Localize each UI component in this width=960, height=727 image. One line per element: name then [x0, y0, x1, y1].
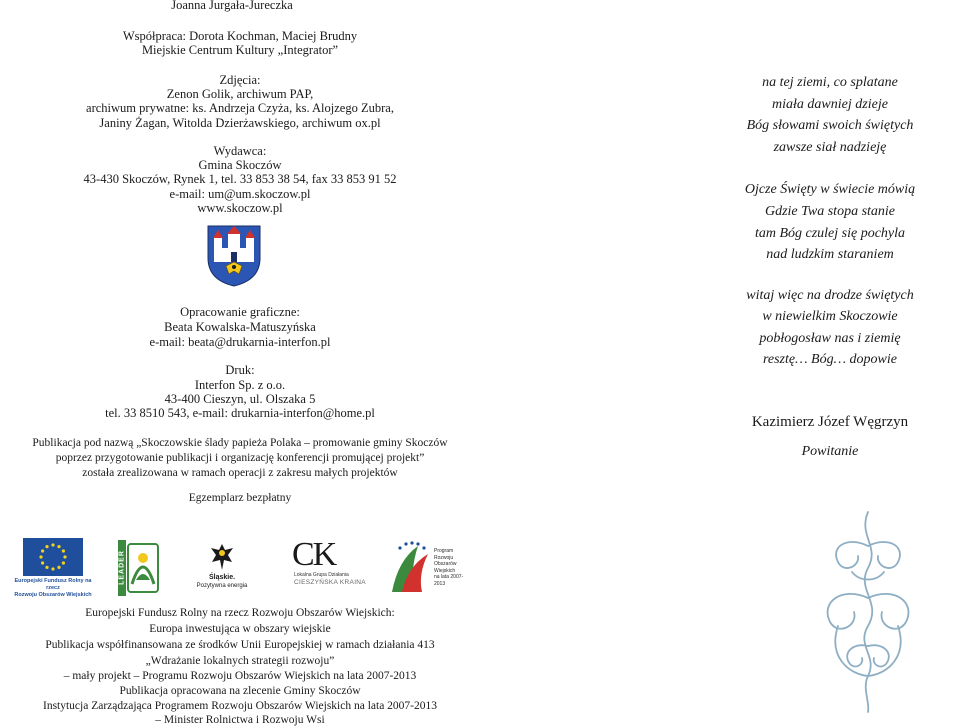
cooperation-line: Współpraca: Dorota Kochman, Maciej Brudny	[122, 29, 358, 43]
prow-logo	[388, 540, 472, 596]
leader-text: LEADER	[118, 550, 126, 585]
prow-line-4: Wiejskich	[434, 567, 456, 574]
poem-s3-line-2: w niewielkim Skoczowie	[762, 309, 898, 324]
footer-line-7: Instytucja Zarządzająca Programem Rozwoju Obszarów Wiejskich na lata 2007-2013	[42, 700, 438, 712]
sponsor-logos	[0, 538, 480, 598]
graphics-name: Beata Kowalska-Matuszyńska	[164, 320, 316, 334]
publication-line-1: Publikacja pod nazwą „Skoczowskie ślady papieża Polaka – promowanie gminy Skoczów	[32, 437, 448, 449]
photos-line-3: Janiny Żagan, Witolda Dzierżawskiego, archiwum ox.pl	[99, 116, 381, 130]
poem-s3-line-3: pobłogosław nas i ziemię	[759, 331, 901, 346]
prow-line-2: Rozwoju	[434, 554, 454, 561]
poem-s2-line-3: tam Bóg czulej się pochyla	[754, 226, 906, 241]
ck-line-1: Lokalna Grupa Działania	[294, 572, 349, 578]
publication-line-2: poprzez przygotowanie publikacji i organizację konferencji promującej projekt”	[55, 452, 425, 464]
footer-line-5: – mały projekt – Programu Rozwoju Obszarów Wiejskich na lata 2007-2013	[63, 670, 417, 682]
poem-s1-line-3: Bóg słowami swoich świętych	[746, 118, 914, 133]
prow-emblem-icon	[388, 540, 434, 594]
ck-lgd-logo	[292, 536, 372, 596]
footer-line-1: Europejski Fundusz Rolny na rzecz Rozwoju Obszarów Wiejskich:	[85, 607, 395, 619]
publisher-email: e-mail: um@um.skoczow.pl	[169, 187, 311, 201]
poem-s3-line-4: resztę… Bóg… dopowie	[762, 352, 898, 367]
publisher-address: 43-430 Skoczów, Rynek 1, tel. 33 853 38 54, fax 33 853 91 52	[83, 172, 397, 186]
poem-s2-line-4: nad ludzkim staraniem	[766, 247, 894, 262]
prow-line-1: Program	[434, 548, 454, 554]
publisher-heading: Wydawca:	[213, 144, 267, 158]
poem-s1-line-4: zawsze siał nadzieję	[773, 140, 887, 155]
calligraphic-ornament-icon	[808, 506, 928, 716]
skoczow-crest-icon	[206, 224, 262, 288]
center-line: Miejskie Centrum Kultury „Integrator”	[141, 43, 339, 57]
print-contact: tel. 33 8510 543, e-mail: drukarnia-interfon@home.pl	[105, 406, 375, 420]
poem-s1-line-1: na tej ziemi, co splatane	[762, 75, 898, 90]
poem-title: Powitanie	[801, 444, 859, 459]
print-name: Interfon Sp. z o.o.	[194, 378, 286, 392]
photos-heading: Zdjęcia:	[219, 73, 261, 87]
eu-caption-1: Europejski Fundusz Rolny na rzecz	[14, 578, 92, 591]
eu-caption-2: Rozwoju Obszarów Wiejskich	[14, 592, 92, 598]
footer-line-3: Publikacja współfinansowana ze środków Unii Europejskiej w ramach działania 413	[45, 639, 435, 651]
publisher-www: www.skoczow.pl	[197, 201, 283, 215]
slaskie-eagle-icon	[209, 542, 235, 572]
free-copy-note: Egzemplarz bezpłatny	[188, 492, 292, 504]
eu-logo	[12, 538, 94, 598]
prow-line-3: Obszarów	[434, 561, 457, 567]
ck-line-2: CIESZYŃSKA KRAINA	[294, 579, 366, 586]
poem-s1-line-2: miała dawniej dzieje	[772, 97, 888, 112]
ck-letters: CK	[292, 536, 336, 573]
footer-line-8: – Minister Rolnictwa i Rozwoju Wsi	[155, 714, 325, 726]
print-address: 43-400 Cieszyn, ul. Olszaka 5	[164, 392, 316, 406]
author-name: Joanna Jurgała-Jureczka	[171, 0, 293, 12]
prow-line-5: na lata 2007-2013	[434, 574, 464, 587]
leader-logo	[118, 540, 160, 596]
photos-line-1: Zenon Golik, archiwum PAP,	[166, 87, 314, 101]
photos-line-2: archiwum prywatne: ks. Andrzeja Czyża, ks. Alojzego Zubra,	[86, 101, 394, 115]
graphics-heading: Opracowanie graficzne:	[180, 305, 300, 319]
publication-line-3: została zrealizowana w ramach operacji z zakresu małych projektów	[82, 467, 398, 479]
slaskie-slogan: Pozytywna energia	[196, 583, 248, 589]
footer-line-6: Publikacja opracowana na zlecenie Gminy Skoczów	[119, 685, 361, 697]
graphics-email: e-mail: beata@drukarnia-interfon.pl	[149, 335, 331, 349]
poem-s3-line-1: witaj więc na drodze świętych	[746, 288, 914, 303]
publisher-name: Gmina Skoczów	[198, 158, 282, 172]
eu-flag-icon	[23, 538, 83, 576]
footer-line-4: „Wdrażanie lokalnych strategii rozwoju”	[145, 655, 335, 667]
poem-s2-line-2: Gdzie Twa stopa stanie	[764, 204, 896, 219]
poem-author: Kazimierz Józef Węgrzyn	[751, 414, 909, 430]
print-heading: Druk:	[225, 363, 255, 377]
slaskie-name: Śląskie.	[208, 574, 236, 581]
slaskie-logo	[196, 542, 248, 596]
footer-line-2: Europa inwestująca w obszary wiejskie	[149, 623, 331, 635]
poem-s2-line-1: Ojcze Święty w świecie mówią	[744, 182, 916, 197]
